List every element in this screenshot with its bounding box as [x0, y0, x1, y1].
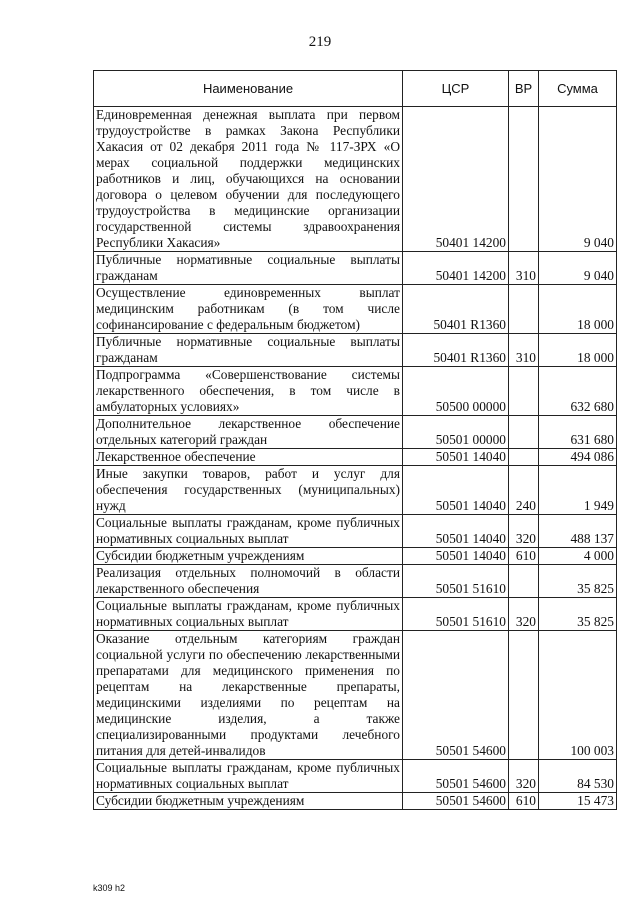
row-csr: 50501 54600 — [403, 793, 509, 810]
row-csr: 50401 R1360 — [403, 334, 509, 367]
table-row — [94, 793, 617, 810]
row-csr: 50501 14040 — [403, 515, 509, 548]
table-row — [94, 466, 617, 515]
row-vr: 320 — [509, 598, 539, 631]
row-csr: 50501 14040 — [403, 449, 509, 466]
row-csr: 50501 00000 — [403, 416, 509, 449]
row-sum: 4 000 — [539, 548, 617, 565]
row-vr: 610 — [509, 548, 539, 565]
row-name: Реализация отдельных полномочий в области лекарственного обеспечения — [94, 565, 403, 598]
row-csr: 50401 14200 — [403, 107, 509, 252]
table-row — [94, 515, 617, 548]
row-name: Единовременная денежная выплата при первом трудоустройстве в рамках Закона Республики Хакасия от 02 декабря 2011 года № 117-ЗРХ «О мерах социальной поддержки медицинских работников и лиц, обучающихся на основании договора о целевом обучении для последующего трудоустройства в медицинские организации государственной системы здравоохранения Республики Хакасия» — [94, 107, 403, 252]
table-header-row — [94, 71, 617, 107]
row-name: Социальные выплаты гражданам, кроме публичных нормативных социальных выплат — [94, 598, 403, 631]
budget-table — [93, 70, 617, 810]
row-sum: 100 003 — [539, 631, 617, 760]
table-row — [94, 565, 617, 598]
row-vr: 310 — [509, 252, 539, 285]
row-sum: 494 086 — [539, 449, 617, 466]
header-vr: ВР — [509, 71, 539, 107]
table-row — [94, 252, 617, 285]
row-vr — [509, 631, 539, 760]
row-sum: 1 949 — [539, 466, 617, 515]
row-name: Публичные нормативные социальные выплаты гражданам — [94, 252, 403, 285]
row-name: Субсидии бюджетным учреждениям — [94, 548, 403, 565]
row-csr: 50401 R1360 — [403, 285, 509, 334]
header-sum: Сумма — [539, 71, 617, 107]
row-name: Подпрограмма «Совершенствование системы лекарственного обеспечения, в том числе в амбулаторных условиях» — [94, 367, 403, 416]
row-vr — [509, 107, 539, 252]
table-row — [94, 449, 617, 466]
row-vr: 610 — [509, 793, 539, 810]
row-vr — [509, 367, 539, 416]
row-name: Оказание отдельным категориям граждан социальной услуги по обеспечению лекарственными препаратами для медицинского применения по рецептам на лекарственные препараты, медицинскими изделиями по рецептам на медицинские изделия, а также специализированными продуктами лечебного питания для детей-инвалидов — [94, 631, 403, 760]
row-sum: 15 473 — [539, 793, 617, 810]
row-name: Иные закупки товаров, работ и услуг для обеспечения государственных (муниципальных) нужд — [94, 466, 403, 515]
row-name: Осуществление единовременных выплат медицинским работникам (в том числе софинансирование с федеральным бюджетом) — [94, 285, 403, 334]
row-vr: 320 — [509, 760, 539, 793]
row-sum: 35 825 — [539, 598, 617, 631]
row-csr: 50501 54600 — [403, 760, 509, 793]
row-csr: 50501 14040 — [403, 466, 509, 515]
table-row — [94, 334, 617, 367]
row-sum: 9 040 — [539, 252, 617, 285]
footer-code: k309 h2 — [93, 883, 126, 893]
table-row — [94, 416, 617, 449]
table-row — [94, 760, 617, 793]
table-row — [94, 631, 617, 760]
header-name: Наименование — [94, 71, 403, 107]
row-vr: 310 — [509, 334, 539, 367]
table-row — [94, 285, 617, 334]
row-sum: 9 040 — [539, 107, 617, 252]
row-name: Социальные выплаты гражданам, кроме публичных нормативных социальных выплат — [94, 760, 403, 793]
table-row — [94, 598, 617, 631]
row-vr — [509, 449, 539, 466]
table-row — [94, 107, 617, 252]
row-csr: 50501 51610 — [403, 598, 509, 631]
row-sum: 18 000 — [539, 285, 617, 334]
table-row — [94, 548, 617, 565]
row-sum: 84 530 — [539, 760, 617, 793]
row-csr: 50501 51610 — [403, 565, 509, 598]
row-sum: 631 680 — [539, 416, 617, 449]
row-vr: 240 — [509, 466, 539, 515]
row-vr — [509, 416, 539, 449]
header-csr: ЦСР — [403, 71, 509, 107]
row-vr — [509, 565, 539, 598]
row-name: Публичные нормативные социальные выплаты гражданам — [94, 334, 403, 367]
row-csr: 50500 00000 — [403, 367, 509, 416]
row-csr: 50501 54600 — [403, 631, 509, 760]
row-name: Социальные выплаты гражданам, кроме публичных нормативных социальных выплат — [94, 515, 403, 548]
row-name: Лекарственное обеспечение — [94, 449, 403, 466]
row-csr: 50401 14200 — [403, 252, 509, 285]
table-row — [94, 367, 617, 416]
row-sum: 632 680 — [539, 367, 617, 416]
row-sum: 488 137 — [539, 515, 617, 548]
row-name: Субсидии бюджетным учреждениям — [94, 793, 403, 810]
row-vr — [509, 285, 539, 334]
page-number: 219 — [308, 34, 332, 50]
row-name: Дополнительное лекарственное обеспечение отдельных категорий граждан — [94, 416, 403, 449]
row-sum: 18 000 — [539, 334, 617, 367]
row-vr: 320 — [509, 515, 539, 548]
row-sum: 35 825 — [539, 565, 617, 598]
row-csr: 50501 14040 — [403, 548, 509, 565]
